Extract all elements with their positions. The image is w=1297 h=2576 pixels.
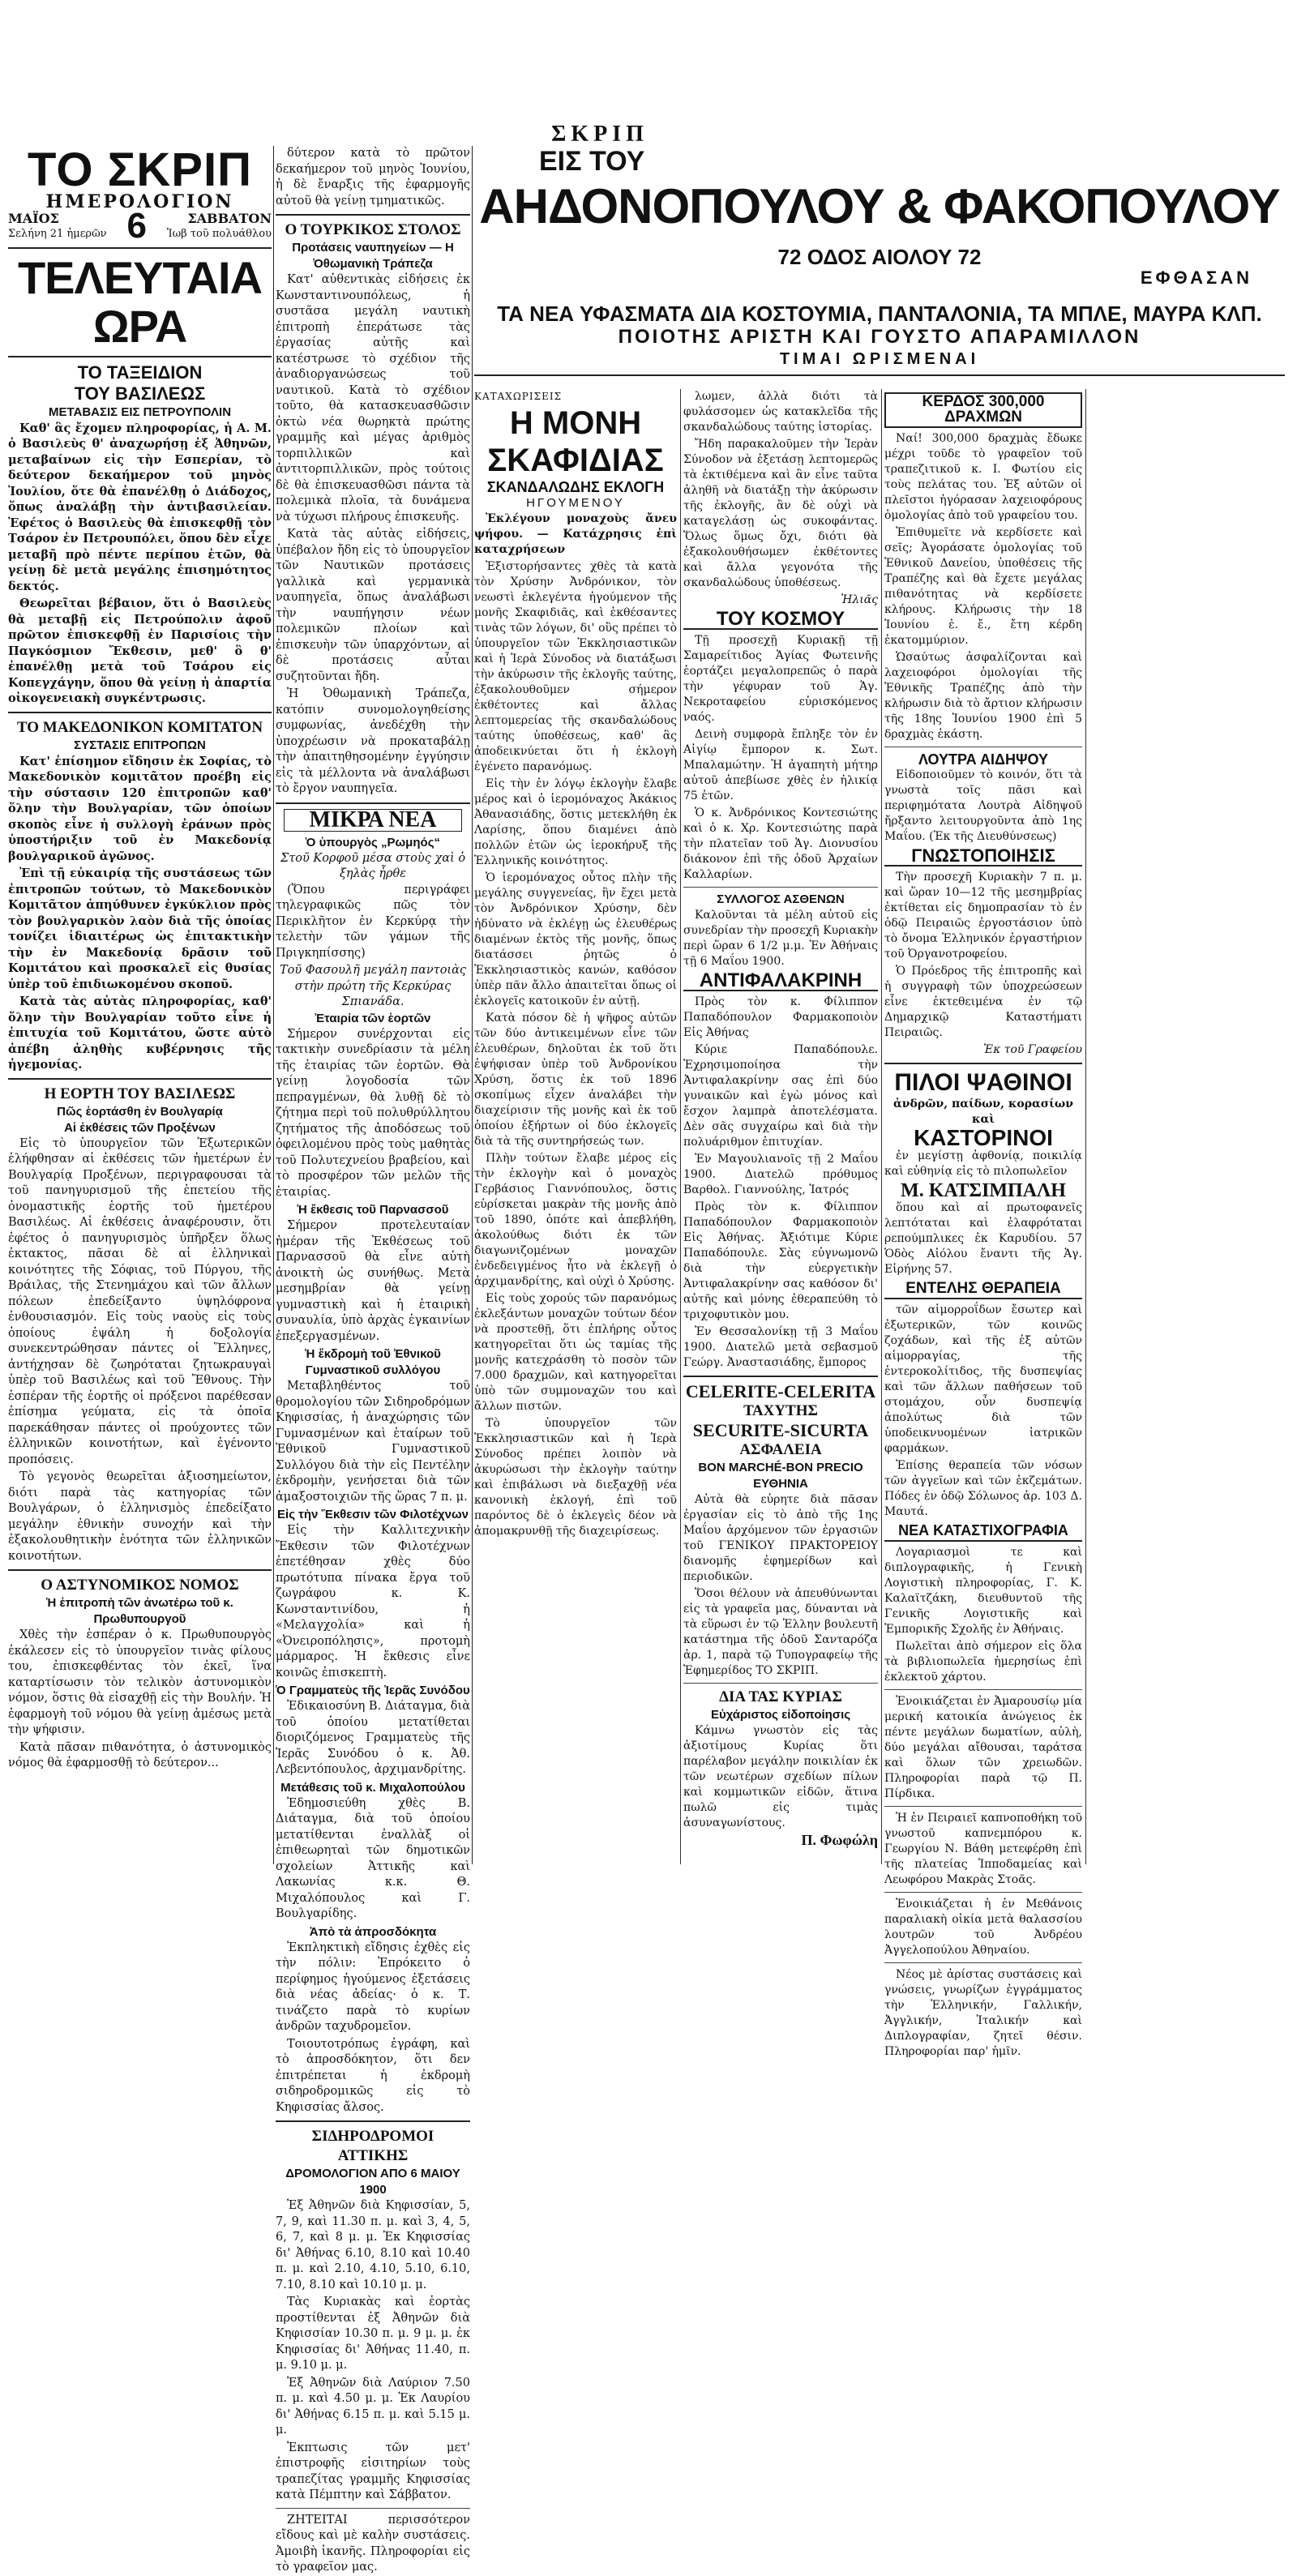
column-1 [8, 143, 272, 1864]
divider [8, 247, 272, 249]
article-paragraph: Πρὸς τὸν κ. Φίλιππον Παπαδόπουλον Φαρμακοποιὸν Εἰς Ἀθήνας [683, 995, 878, 1039]
safety-heading: ΑΣΦΑΛΕΙΑ [739, 1441, 822, 1458]
page-header-strip: ΣΚΡΙΠ [551, 122, 648, 147]
ad-address: 72 ΟΔΟΣ ΑΙΟΛΟΥ 72 [777, 245, 982, 269]
article-paragraph: Πωλεῖται ἀπὸ σήμερον εἰς ὅλα τὰ βιβλιοπωλεῖα ἡμερησίως ἐπὶ ἐκλεκτοῦ χάρτου. [884, 1640, 1082, 1684]
ad-heading-large: ΑΗΔΟΝΟΠΟΥΛΟΥ & ΦΑΚΟΠΟΥΛΟΥ [479, 179, 1280, 233]
article-paragraph: Ἐκπτωσις τῶν μετ' ἐπιστροφῆς εἰσιτηρίων τοὺς τραπεζίτας γραμμῆς Κηφισσίας κατὰ Πέμπτην καὶ Σάββατον. [276, 2441, 470, 2501]
divider [884, 1892, 1082, 1893]
masthead-title: ΤΟ ΣΚΡΙΠ [28, 143, 252, 196]
article-paragraph: Καθ' ἃς ἔχομεν πληροφορίας, ἡ Α. Μ. ὁ Βασιλεὺς θ' ἀναχωρήσῃ ἐξ Ἀθηνῶν, μεταβαίνων εἰς τὴν Εσπερίαν, τὸ δεύτερον δεκαήμερον τοῦ μηνὸς Ἰουλίου, ὅτε θὰ ἐπανέλθῃ ὁ Διάδοχος, ὅπως ἀναλάβῃ τὴν ἀντιβασιλείαν. Ἐφέτος ὁ Βασιλεὺς θὰ ἐπισκεφθῇ τὸν Τσάρον ἐν Πετρουπόλει, ὅπου δὲν εἶχε μεταβῆ πρὸ πέντε περίπου ἐτῶν, θὰ γείνῃ δὲ μετὰ μεγάλης ἐπισημότητος δεκτός. [8, 421, 272, 593]
railway-heading: ΣΙΔΗΡΟΔΡΟΜΟΙ ΑΤΤΙΚΗΣ [311, 2128, 434, 2164]
registry-heading: ΝΕΑ ΚΑΤΑΣΤΙΧΟΓΡΑΦΙΑ [884, 1523, 1082, 1542]
world-heading: ΤΟΥ ΚΟΣΜΟΥ [683, 611, 878, 630]
committee-heading: ΤΟ ΜΑΚΕΔΟΝΙΚΟΝ ΚΟΜΙΤΑΤΟΝ [16, 718, 263, 736]
divider [8, 1078, 272, 1080]
cheapness-heading: ΕΥΘΗΝΙΑ [753, 1477, 808, 1491]
article-paragraph: Κατ' αὐθεντικὰς εἰδήσεις ἐκ Κωνσταντινουπόλεως, ἡ συστᾶσα μεγάλη ναυτικὴ ἐπιτροπὴ ἐπεράτωσε τὰς ἐργασίας αὐτῆς καὶ κατέστρωσε τὸ σχέδιον τῆς ἀναδιοργανώσεως τοῦ ναυτικοῦ. Κατὰ τὸ σχέδιον τοῦτο, θὰ κατασκευασθῶσιν ὀκτὼ νέα θωρηκτὰ πρώτης γραμμῆς καὶ μέγας ἀριθμὸς τορπιλλικῶν καὶ ἀντιτορπιλλικῶν, πρὸς τούτοις δὲ θὰ ἐπισκευασθῶσι πάντα τὰ πολεμικὰ πλοῖα, τὰ δυνάμενα νὰ τύχωσι πλήρους ἐπισκευῆς. [276, 273, 470, 524]
article-paragraph: Σήμερον προτελευταίαν ἡμέραν τῆς Ἐκθέσεως τοῦ Παρνασσοῦ θὰ εἶνε αὐτὴ ἀνοικτὴ ὡς συνήθως. Μετὰ μεσημβρίαν θὰ γείνῃ γυμναστικὴ καὶ ἡ ἑταιρικὴ συναυλία, ὑπὸ ἀρχὰς ἐγκαινίων ἐπεξεργασμένων. [276, 1219, 470, 1343]
king-heading: ΤΟΥ ΒΑΣΙΛΕΩΣ [74, 383, 206, 404]
feast-subheading: Πῶς ἑορτάσθη ἐν Βουλγαρίᾳ [57, 1104, 223, 1119]
news-quote: Στοῦ Κορφοῦ μέσα στοὺς χαὶ ὁ ξηλὰς ἦρθε [280, 851, 466, 880]
article-paragraph: Ὁ Πρόεδρος τῆς ἐπιτροπῆς καὶ ἡ συγγραφὴ τῶν ὑποχρεώσεων εἶνε ἐκτεθειμένα ἐν τῷ Δημαρχικῷ Καταστήματι Πειραιῶς. [884, 965, 1082, 1039]
column-4 [683, 389, 878, 1864]
divider [683, 1376, 878, 1377]
divider [276, 2120, 470, 2122]
article-paragraph: Κατὰ τὰς αὐτὰς εἰδήσεις, ὑπέβαλον ἤδη εἰς τὸ ὑπουργεῖον τῶν Ναυτικῶν προτάσεις γαλλικὰ καὶ γερμανικὰ ναυπηγεῖα, ὅπως ἀναλάβωσι τὴν ναυπήγησιν νέων πολεμικῶν πλοίων καὶ ἐπισκευὴν τῶν ὑπαρχόντων, αἱ δὲ προτάσεις αὗται συζητοῦνται ἤδη. [276, 528, 470, 683]
news-line: Τοῦ Φασουλῆ μεγάλη παντοιὰς στὴν πρώτη τῆς Κερκύρας Σπιανάδα. [279, 964, 467, 1008]
day-number: 6 [126, 206, 147, 246]
classified-paragraph: Ἡ ἐν Πειραιεῖ καπνοποθήκη τοῦ γνωστοῦ καπνεμπόρου κ. Γεωργίου Ν. Βάθη μετεφέρθη ἐπὶ τῆς πλατείας Ἱπποδαμείας καὶ Λεωφόρου Μακρὰς Στοᾶς. [884, 1812, 1082, 1886]
article-paragraph: Κύριε Παπαδόπουλε. Ἐχρησιμοποίησα τὴν Ἀντιφαλακρίνην σας ἐπὶ δύο γυναικῶν καὶ ἐγὼ μόνος καὶ ἔσχον λαμπρὰ ἀποτελέσματα. Δὲν σᾶς συγχαίρω καὶ διὰ τὴν πολυάριθμον ἐπιτυχίαν. [683, 1043, 878, 1149]
article-paragraph: Λογαριασμοὶ τε καὶ διπλογραφικῆς, ἡ Γενικὴ Λογιστικὴ πληροφορίας, Γ. Κ. Καλαϊτζάκη, διευθυντοῦ τῆς Γενικῆς Λογιστικῆς καὶ Ἐμπορικῆς Σχολῆς ἐν Ἀθήναις. [884, 1546, 1082, 1636]
news-title: Ὁ ὑπουργὸς „Ρωμηός“ [306, 835, 440, 849]
column-rule [1085, 389, 1086, 1864]
column-rule [881, 389, 882, 1864]
classified-paragraph: Ἐνοικιάζεται ἐν Ἀμαρουσίῳ μία μερική κατοικία ἀνώγειος ἐκ πέντε μεγάλων δωματίων, αὐλὴ, δύο μεγάλαι αἴθουσαι, ταράτσα καὶ ὅλων τῶν χρειωδῶν. Πληροφορίαι παρὰ τῷ Π. Πίρδικα. [884, 1695, 1082, 1800]
society-heading: ΣΥΛΛΟΓΟΣ ΑΣΘΕΝΩΝ [717, 892, 845, 906]
ladies-subheading: Εὐχάριστος εἰδοποίησις [710, 1708, 851, 1722]
therapy-heading: ΕΝΤΕΛΗΣ ΘΕΡΑΠΕΙΑ [884, 1281, 1082, 1299]
divider [884, 1689, 1082, 1690]
classified-paragraph: ΖΗΤΕΙΤΑΙ περισσότερον εἴδους καὶ μὲ καλὴν συστάσεις. Ἀμοιβὴ ἱκανῆς. Πληροφορίαι εἰς τὸ γραφεῖον μας. [276, 2513, 470, 2574]
classified-paragraph: Νέος μὲ ἀρίστας συστάσεις καὶ γνώσεις, γνωρίζων ἐγγράμματος τὴν Ἑλληνικήν, Γαλλικήν, Ἀγγλικήν, Ἰταλικήν καὶ Διπλογραφίαν, ζητεῖ θέσιν. Πληροφορίαι παρ' ἡμῖν. [884, 1968, 1082, 2058]
article-paragraph: Εἰς τὸ ὑπουργεῖον τῶν Ἐξωτερικῶν ἐλήφθησαν αἱ ἐκθέσεις τῶν ἡμετέρων ἐν Βουλγαρίᾳ Προξένων, περιγραφουσαι τὰ τοῦ πανηγυρισμοῦ τῆς ἑπετείου τῆς ὀνομαστικῆς ἑορτῆς τοῦ ἡμετέρου Βασιλέως. Αἱ ἐκθέσεις ἀναφέρουσιν, ὅτι ἐφέτος ὁ πανηγυρισμὸς ὑπῆρξεν ὅλως ἐκτακτος, πᾶσαι δὲ αἱ ἑλληνικαὶ κοινότητες τῆς Σόφιας, τοῦ Πύργου, τῆς Βράιλας, τῆς Στενημάχου καὶ τῶν ἄλλων πόλεων ἐπεδείξαντο ὑψηλόφρονα ἐνθουσιασμόν. Εἰς τοὺς ναοὺς εἰς τοὺς ὁποίους ἐψάλη ἡ δοξολογία συνεκεντρώθησαν πάντες οἱ Ἕλληνες, ἀντήχησαν δὲ ζωηρόταται ζητωκραυγαὶ ὑπὲρ τοῦ Βασιλέως καὶ τοῦ Ἔθνους. Τὴν ἑσπέραν τῆς ἑορτῆς οἱ πρόξενοι παρέθεσαν ἐπίσημα γεύματα, εἰς τὰ ὁποῖα παρεκάθησαν πάντες οἱ προύχοντες τῶν ἑλληνικῶν κοινοτήτων, καὶ ἐγένοντο προπόσεις. [8, 1136, 272, 1466]
article-paragraph: Δεινὴ συμφορὰ ἔπληξε τὸν ἐν Αἰγίῳ ἔμπορον κ. Σωτ. Μπαλαμώτην. Ἡ ἀγαπητὴ μήτηρ αὐτοῦ ἀπεβίωσε χθὲς ἐν ἡλικίᾳ 75 ἐτῶν. [683, 728, 878, 802]
article-paragraph: Τῇ προσεχῇ Κυριακῇ τῇ Σαμαρείτιδος Ἁγίας Φωτεινῆς ἑορτάζει μεγαλοπρεπῶς ὁ παρὰ τὴν γέφυραν τοῦ Ἁγ. Νεκροταφείου εὑρισκόμενος ναός. [683, 634, 878, 724]
notices-heading: ΓΝΩΣΤΟΠΟΙΗΣΙΣ [884, 848, 1082, 867]
classified-paragraph: Ἐνοικιάζεται ἡ ἐν Μεθάνοις παραλιακὴ οἰκία μετὰ θαλασσίου λουτρῶν τοῦ Ἀνδρέου Ἀγγελοπούλου Ἀθηναίου. [884, 1898, 1082, 1957]
article-paragraph: Τὸ ὑπουργεῖον τῶν Ἐκκλησιαστικῶν καὶ ἡ Ἱερὰ Σύνοδος πρέπει λοιπὸν νὰ ἀκυρώσωσι τὴν ἐκλογὴν ταύτην καὶ ἐπιβάλωσι νὰ διεξαχθῇ νέα κανονικὴ ἐκλογή, ἐπὶ τοῦ παρόντος δὲ ὁ ἐκλεγεὶς δέον νὰ ἀπομακρυνθῇ τῆς διαχειρίσεως. [474, 1417, 677, 1538]
ad-arrived-label: ΕΦΘΑΣΑΝ [1140, 267, 1252, 288]
divider [276, 214, 470, 216]
divider [8, 712, 272, 713]
article-paragraph: δύτερον κατὰ τὸ πρῶτον δεκαήμερον τοῦ μηνὸς Ἰουνίου, ἡ δὲ ἔναρξις τῆς ἐφαρμογῆς αὐτοῦ θὰ γείνῃ τμηματικῶς. [276, 147, 470, 208]
police-heading: Ο ΑΣΤΥΝΟΜΙΚΟΣ ΝΟΜΟΣ [41, 1577, 239, 1594]
article-paragraph: (Ὅπου περιγράφει τηλεγραφικῶς πῶς τὸν Περικλῆτον ἐν Κερκύρᾳ τὴν τελετὴν τῶν γάμων τῆς Πριγκηπίσσης) [276, 883, 470, 960]
trip-heading: ΤΟ ΤΑΞΕΙΔΙΟΝ [77, 362, 203, 383]
committee-subheading: ΣΥΣΤΑΣΙΣ ΕΠΙΤΡΟΠΩΝ [74, 738, 206, 752]
article-paragraph: Ἐπὶ τῇ εὐκαιρίᾳ τῆς συστάσεως τῶν ἐπιτροπῶν τούτων, τὸ Μακεδονικὸν Κομιτᾶτον ἀπηύθυνεν ἐγκύκλιον πρὸς τὸν βουλγαρικὸν λαὸν διὰ τῆς ὁποίας τονίζει ἰδιαιτέρως ὡς ἐπιτακτικὴν τὴν ἐν Μακεδονίᾳ δρᾶσιν τοῦ Κομιτάτου καὶ προσκαλεῖ εἰς θυσίας ὑπὲρ τοῦ ἐπιδιωκομένου σκοποῦ. [8, 867, 272, 991]
article-paragraph: Χθὲς τὴν ἑσπέραν ὁ κ. Πρωθυπουργὸς ἐκάλεσεν εἰς τὸ ὑπουργεῖον τινὰς φίλους του, ἐπισκεφθέντας τὸν ἐκεῖ, ἵνα καταρτίσωσιν τὸν τελικὸν ἀστυνομικὸν νόμον, ὅστις θὰ εἰσαχθῇ εἰς τὴν Βουλήν. Ἡ ἐφαρμογὴ τοῦ νόμου θὰ γείνῃ ἀμέσως μετὰ τὴν ψήφισιν. [8, 1628, 272, 1736]
column-3 [474, 389, 677, 1864]
kicker-label: ΚΑΤΑΧΩΡΙΣΕΙΣ [474, 391, 563, 402]
signature: Ἠλιᾶς [841, 593, 878, 606]
divider [884, 1962, 1082, 1963]
news-title: Ἡ ἔκδρομὴ τοῦ Ἐθνικοῦ Γυμναστικοῦ συλλόγου [305, 1347, 441, 1377]
article-paragraph: Ἐδικαιοσύνη Β. Διάταγμα, διὰ τοῦ ὁποίου μετατίθεται διοριζόμενος Γραμματεὺς τῆς Ἱερᾶς Συνόδου ὁ κ. Ἀθ. Λεβεντόπουλος, ἀρχιμανδρίτης. [276, 1700, 470, 1776]
divider [683, 1683, 878, 1684]
hats-heading: ΠΙΛΟΙ ΨΑΘΙΝΟΙ [894, 1069, 1072, 1096]
article-paragraph: Ὅσοι θέλουν νὰ ἀπευθύνωνται εἰς τὰ γραφεῖα μας, δύνανται νὰ τὰ εὕρωσι ἐν τῷ Ἑλλην βουλευτῆ κατάστημα τῆς ὁδοῦ Σανταρόζα ἀρ. 1, παρὰ τῷ Τυπογραφείῳ τῆς Ἐφημερίδος ΤΟ ΣΚΡΙΠ. [683, 1587, 878, 1677]
ad-line-quality: ΠΟΙΟΤΗΣ ΑΡΙΣΤΗ ΚΑΙ ΓΟΥΣΤΟ ΑΠΑΡΑΜΙΛΛΟΝ [618, 326, 1141, 348]
masthead-subtitle: ΗΜΕΡΟΛΟΓΙΟΝ [45, 191, 234, 212]
article-paragraph: ὅπου καὶ αἱ πρωτοφανεῖς λεπτόταται καὶ ἐλαφρόταται ρεπούμπλικες ἐκ Καρυδίου. 57 Ὁδὸς Αἰόλου ἔναντι τῆς Ἁγ. Εἰρήνης 57. [884, 1201, 1082, 1276]
kastorinoi-heading: ΚΑΣΤΟΡΙΝΟΙ [914, 1125, 1053, 1150]
article-paragraph: Ὁ ἱερομόναχος οὗτος πλὴν τῆς μεγάλης συγγενείας, ἣν ἔχει μετὰ τὸν Ἀνδρόνικον Χρύσην, δὲν ἠδύνατο νὰ ἐκλέγῃ ὡς ἐλευθέρως διαμένων ἐκτὸς τῆς μονῆς, ὅπως διατάσσει ῥητῶς ὁ Ἐκκλησιαστικὸς κανών, καθόσον ὑπὲρ πᾶν ἄλλο ἀπαιτεῖται ὅπως οἱ ἐκλογεῖς κατοικοῦν ἐν αὐτῇ. [474, 871, 677, 1008]
monastery-subheading: ΗΓΟΥΜΕΝΟΥ [526, 496, 625, 510]
article-paragraph: Τὴν προσεχῆ Κυριακὴν 7 π. μ. καὶ ὥραν 10—12 τῆς μεσημβρίας ἐκτίθεται εἰς δημοπρασίαν τὸ ἐν ὁδῷ Πειραιῶς ἐργοστάσιον ὑπὸ τὸ ὄνομα Ἑλληνικόν ἐργαστήριον τοῦ Ὀργανοτροφείου. [884, 871, 1082, 961]
ad-heading-small: ΕΙΣ ΤΟΥ [539, 146, 645, 177]
divider [276, 2508, 470, 2509]
katsimpali-heading: Μ. ΚΑΤΣΙΜΠΑΛΗ [901, 1180, 1066, 1201]
article-paragraph: Ἐξ Ἀθηνῶν διὰ Κηφισσίαν, 5, 7, 9, καὶ 11.30 π. μ. καὶ 3, 4, 5, 6, 7, καὶ 8 μ. μ. Ἐκ Κηφισσίας δι' Ἀθήνας 6.10, 8.10 καὶ 10.40 π. μ. καὶ 2.10, 4.10, 5.10, 6.10, 7.10, 8.10 καὶ 10.10 μ. μ. [276, 2199, 470, 2291]
dateline-right [167, 211, 272, 242]
column-rule [680, 389, 681, 1864]
ladies-heading: ΔΙΑ ΤΑΣ ΚΥΡΙΑΣ [719, 1688, 842, 1705]
article-paragraph: Ναί! 300,000 δραχμὰς ἔδωκε μέχρι τοῦδε τὸ γραφεῖον τοῦ τραπεζιτικοῦ κ. Ι. Φωτίου εἰς τοὺς πελάτας του. Ἐξ αὐτῶν οἱ πλεῖστοι ἠγόρασαν λαχειοφόρους ὁμολογίας ἀπὸ τοῦ γραφείου του. [884, 432, 1082, 522]
divider [276, 802, 470, 804]
news-title: Εἰς τὴν Ἔκθεσιν τῶν Φιλοτέχνων [277, 1508, 469, 1521]
news-title: Μετάθεσις τοῦ κ. Μιχαλοπούλου [280, 1780, 465, 1795]
article-paragraph: Σήμερον συνέρχονται εἰς τακτικὴν συνεδρίασιν τὰ μέλη τῆς ἑταιρίας τῶν ἑορτῶν. Θὰ γείνῃ λογοδοσία τῶν πεπραγμένων, θὰ λυθῇ δὲ τὸ ζήτημα περὶ τοῦ πολυθρύλλητου ζητήματος τῆς ἀποδόσεως τοῦ ὀφειλομένου πρὸς τοὺς μαθητὰς τοῦ Πολυτεχνείου βραβείου, καὶ τὸ προσφέρον τῶν μελῶν τῆς ἑταιρίας. [276, 1027, 470, 1199]
article-paragraph: Εἰς τὴν Καλλιτεχνικὴν Ἔκθεσιν τῶν Φιλοτέχνων ἐπετέθησαν χθὲς δύο πρωτότυπα πίνακα ἔργα τοῦ ζωγράφου κ. Κ. Κωνσταντινίδου, ἡ «Μελαγχολία» καὶ ἡ «Ὀνειροπόλησις», προτομὴ μάρμαρος. Ἡ ἔκθεσις εἶνε κοινῶς ἐπισκεπτὴ. [276, 1524, 470, 1680]
dateline-left [8, 211, 107, 242]
advertisement-block [474, 146, 1285, 2058]
bonmarche-heading: BON MARCHÉ-BON PRECIO [698, 1461, 863, 1474]
police-subheading: Ἡ ἐπιτροπὴ τῶν ἀνωτέρω τοῦ κ. Πρωθυπουργοῦ [46, 1596, 233, 1626]
ad-line-fabrics: ΤΑ ΝΕΑ ΥΦΑΣΜΑΤΑ ΔΙΑ ΚΟΣΤΟΥΜΙΑ, ΠΑΝΤΑΛΟΝΙΑ, ΤΑ ΜΠΛΕ, ΜΑΥΡΑ ΚΛΠ. [497, 302, 1262, 326]
article-paragraph: τῶν αἱμορροΐδων ἔσωτερ καὶ ἐξωτερικῶν, τῶν κοινῶς ζοχάδων, καὶ τῆς ἐξ αὐτῶν αἱμορραγίας, τῆς ἐντεροκολίτιδος, τῆς δυσπεψίας καὶ τῶν ἄλλων παθήσεων τοῦ στομάχου, οὖν δυσπεψίᾳ ἀπολύτως διὰ τῶν ὑποδεικνυομένων ἰατρικῶν φαρμάκων. [884, 1303, 1082, 1455]
signature: Π. Φωφώλη [801, 1832, 878, 1848]
article-paragraph: Τοιουτοτρόπως ἐγράφη, καὶ τὸ ἀπροσδόκητον, ὅτι δεν ἐπιτρέπεται ἡ ἐκδρομὴ σιδηροδρομικῶς εἰς τὸ Κηφισσίας ἄλσος. [276, 2037, 470, 2114]
article-paragraph: Κατὰ τὰς αὐτὰς πληροφορίας, καθ' ὅλην τὴν Βουλγαρίαν τοῦτο εἶνε ἡ ἐπιτυχία τοῦ Κομιτάτου, ὥστε αὐτὸ ἀπέβη ἀληθὴς κυβέρνησις τῆς ἡγεμονίας. [8, 995, 272, 1072]
article-paragraph: Ἐξ Ἀθηνῶν διὰ Λαύριον 7.50 π. μ. καὶ 4.50 μ. μ. Ἐκ Λαυρίου δι' Ἀθήνας 6.15 π. μ. καὶ 5.15 μ. μ. [276, 2376, 470, 2437]
article-paragraph: Εἰς τὴν ἐν λόγῳ ἐκλογὴν ἔλαβε μέρος καὶ ὁ ἱερομόναχος Ἀκάκιος Ἀθανασιάδης, ὅστις μετεκλήθη ἐκ Λαρίσης, ὅπου διαμένει ἀπὸ πολλῶν ἐτῶν ὡς ἱεροκήρυξ τῆς Ἑλληνικῆς κοινότητος. [474, 777, 677, 867]
article-paragraph: Ἤδη παρακαλοῦμεν τὴν Ἱερὰν Σύνοδον νὰ ἐξετάσῃ λεπτομερῶς τὰ ἐκτιθέμενα καὶ ἂν εἶνε ταῦτα ἀληθῆ νὰ διατάξῃ τὴν ἀκύρωσιν τῆς ἐκλογῆς, ἂν δὲ οὐχὶ νὰ καταγελάσῃ ὡς συκοφάντας. Ὅλως ὅμως ὄχι, διότι θὰ ἐξακολουθήσωμεν ἐκθέτοντες καὶ ἄλλα γεγονότα τῆς σκανδαλώδους ὑποθέσεως. [683, 438, 878, 589]
article-paragraph: Τὸ γεγονὸς θεωρεῖται ἀξιοσημείωτον, διότι παρὰ τὰς κατηγορίας τῶν Βουλγάρων, ὁ ἑλληνισμὸς ἐπεδείξατο μεγάλην ἐθνικὴν συνοχήν καὶ τὴν ἐξακολουθητικὴν ἐνότητα τῶν ἑλληνικῶν κοινοτήτων. [8, 1470, 272, 1563]
article-paragraph: Πλὴν τούτων ἔλαβε μέρος εἰς τὴν ἐκλογὴν καὶ ὁ μοναχὸς Γερβάσιος Γιαννόπουλος, ὅστις εὑρίσκεται μακρὰν τῆς μονῆς ἀπὸ τοῦ 1890, ὁπότε καὶ ἀπεβλήθη, ἀκολούθως διότι ἐκ τῶν διαγωνιζομένων μοναχῶν ἐνδεδειγμένος ἦτο νὰ ἐκλεγῇ ὁ ἀρχιμανδρίτης, καὶ οὐχὶ ὁ Χρύσης. [474, 1152, 677, 1288]
moon-note: Σελήνη 21 ἡμερῶν [8, 228, 107, 240]
dateline [8, 206, 272, 246]
article-paragraph: Ὁ κ. Ἀνδρόνικος Κοντεσιώτης καὶ ὁ κ. Χρ. Κοντεσιώτης παρὰ τὴν πλατεῖαν τοῦ Ἁγ. Διονυσίου διάκονον ἐπὶ τῆς ὁδοῦ Ἀρχαίων Καλλαρίων. [683, 807, 878, 881]
column-rule [273, 146, 274, 1864]
article-paragraph: Καλοῦνται τὰ μέλη αὐτοῦ εἰς συνεδρίαν τὴν προσεχῆ Κυριακὴν περὶ ὥραν 6 1/2 μ.μ. Ἐν Ἀθήναις τῇ 6 Μαΐου 1900. [683, 909, 878, 968]
securite-heading: SECURITE-SICURTA [692, 1420, 869, 1440]
article-paragraph: Κατὰ πᾶσαν πιθανότητα, ὁ ἀστυνομικὸς νόμος θὰ ἐφαρμοσθῇ τὸ δεύτερον... [8, 1740, 272, 1769]
celerite-heading: CELERITE-CELERITA [685, 1381, 876, 1401]
article-paragraph: Ἐν Θεσσαλονίκῃ τῇ 3 Μαΐου 1900. Διατελῶ μετὰ σεβασμοῦ Γεώργ. Ἀναστασιάδης, ἔμπορος [683, 1325, 878, 1369]
article-paragraph: λωμεν, ἀλλὰ διότι τὰ φυλάσσομεν ὡς κατακλεῖδα τῆς σκανδαλώδους ταύτης ἱστορίας. [683, 390, 878, 434]
baths-heading: ΛΟΥΤΡΑ ΑΙΔΗΨΟΥ [918, 751, 1049, 768]
article-paragraph: Κατὰ πόσον δὲ ἡ ψῆφος αὐτῶν τῶν δύο ἀντικειμένων εἶνε τῶν ἐλευθέρων, δηλοῦται ἐκ τοῦ ὅτι ἐψήφισαν ὑπὲρ τοῦ Ἀνδρονίκου Χρύση, ὅστις ἐκ τοῦ 1896 σκοπίμως εἶχεν ἀναλάβει τὴν διαχείρισιν τῆς μονῆς καὶ ἐκ τοῦ ὁποίου ἐξήρτων οἱ δύο ἐκλογεῖς διὰ τὰ τῆς συντηρήσεώς των. [474, 1012, 677, 1148]
speed-heading: ΤΑΧΥΤΗΣ [743, 1402, 818, 1419]
last-hour-heading: ΤΕΛΕΥΤΑΙΑ ΩΡΑ [17, 251, 263, 352]
divider [8, 1569, 272, 1571]
news-title: Ἑταιρία τῶν ἑορτῶν [315, 1011, 431, 1025]
article-paragraph: Εἰς τοὺς χορούς τῶν παρανόμως ἐκλεξάντων μοναχῶν τούτων δέον νὰ προστεθῇ, ὅτι ἐπλήρης οὗτος κατηγορεῖται ὅτι ὡς ταμίας τῆς μονῆς κατεχράσθη τὸ ποσὸν τῶν 7.000 δραχμῶν, καὶ κατηγορεῖται ὑπὸ τῶν συμμοναχῶν του καὶ ἄλλων πιστῶν. [474, 1292, 677, 1413]
article-paragraph: Ὡσαύτως ἀσφαλίζονται καὶ λαχειοφόροι ὁμολογίαι τῆς Ἐθνικῆς Τραπέζης ἀπὸ τὴν κλήρωσιν διὰ τὸ ἄρτιον κλήρωσιν τῆς 18ης Ἰουνίου 1900 ἐπὶ 5 δραχμὰς ἑκάστη. [884, 651, 1082, 741]
saint-note: Ἰωβ τοῦ πολυάθλου [166, 228, 272, 240]
petroupolis-heading: ΜΕΤΑΒΑΣΙΣ ΕΙΣ ΠΕΤΡΟΥΠΟΛΙΝ [48, 404, 232, 419]
railway-subheading: ΔΡΟΜΟΛΟΓΙΟΝ ΑΠΟ 6 ΜΑΙΟΥ 1900 [285, 2167, 460, 2197]
column-2 [276, 146, 470, 2574]
divider [683, 887, 878, 888]
article-paragraph: Ἐκπληκτικὴ εἴδησις ἐχθὲς εἰς τὴν πόλιν: Ἐπρόκειτο ὁ περίφημος ἡγούμενος ἐξετάσεις διὰ νέας ἀδείας· ὁ κ. Τ. τινάζετο παρὰ τὸ κυρίων ἀνδρῶν ταχυδρομεῖον. [276, 1941, 470, 2033]
column-6 [1089, 389, 1285, 1864]
article-paragraph: Ἐξιστορήσαντες χθὲς τὰ κατὰ τὸν Χρύσην Ἀνδρόνικον, τὸν νεωστὶ ἐκλεγέντα ἡγούμενον τῆς μονῆς Σκαφιδιᾶς, καὶ ἐκθέσαντες τινὰς τῶν λόγων, δι' οὓς πρέπει τὸ ὑπουργεῖον τῶν Ἐκκλησιαστικῶν καὶ ἡ Ἱερὰ Σύνοδος νὰ διατάξωσι τὴν ἀκύρωσιν τῆς ἐκλογῆς ταύτης, ἐξακολουθοῦμεν σήμερον ἐκθέτοντες καὶ ἄλλας λεπτομερείας τῆς σκανδαλώδους ταύτης ὑποθέσεως, καθ' ἃς ἀποδεικνύεται ὅτι ἡ ἐκλογὴ ἐγένετο παρανόμως. [474, 560, 677, 773]
divider [474, 374, 1285, 376]
article-paragraph: Ἐν Μαγουλιανοῖς τῇ 2 Μαΐου 1900. Διατελῶ πρόθυμος Βαρθολ. Γιαννούλης, Ἰατρός [683, 1153, 878, 1196]
profit-heading: ΚΕΡΔΟΣ 300,000 ΔΡΑΧΜΩΝ [884, 392, 1082, 428]
article-paragraph: Θεωρεῖται βέβαιον, ὅτι ὁ Βασιλεὺς θὰ μεταβῇ εἰς Πετρούπολιν ἀφοῦ πρῶτον ἐπισκεφθῇ ἐν Παρισίοις τὴν Παγκόσμιον Ἔκθεσιν, μεθ' ὃ θ' ἐπανέλθῃ μετὰ τοῦ Τσάρου εἰς Κοπεγχάγην, ὅπου θὰ γείνῃ ἡ ἀπαρτία οἰκογενειακὴ συγκέντρωσις. [8, 597, 272, 705]
article-paragraph: Πρὸς τὸν κ. Φίλιππον Παπαδόπουλον Φαρμακοποιὸν Εἰς Ἀθήνας. Ἀξιότιμε Κύριε Παπαδόπουλε. Σὰς εὐγνωμονῶ διὰ τὴν εὐεργετικὴν Ἀντιφαλακρίνην σας καθόσον δι' αὐτῆς καὶ μόνης ἐθεραπεύθη τὸ τριχοφυτικὸν μου. [683, 1200, 878, 1321]
article-paragraph: Ἐπιθυμεῖτε νὰ κερδίσετε καὶ σεῖς; Ἀγοράσατε ὁμολογίας τοῦ Ἐθνικοῦ Δανείου, ὑποθέσεις τῆς Τραπέζης καὶ θὰ ἔχετε μεγάλας πιθανότητας νὰ κερδίσετε κλήρους. Κλήρωσις τὴν 18 Ἰουνίου ἐ. ἔ., ἔτη κέρδη ἐκατομμύριον. [884, 526, 1082, 647]
monastery-subheading: ΣΚΑΝΔΑΛΩΔΗΣ ΕΚΛΟΓΗ [486, 479, 665, 495]
month: ΜΑΪΟΣ [8, 210, 59, 226]
article-paragraph: Κάμνω γνωστὸν εἰς τὰς ἀξιοτίμους Κυρίας ὅτι παρέλαβον μεγάλην ποικιλίαν ἐκ τῶν νεωτέρων σχεδίων πίλων καὶ κομμωτικῶν εἰδῶν, ἅτινα πωλῶ εἰς τιμὰς ἀσυναγωνίστους. [683, 1724, 878, 1829]
article-paragraph: Ἐκλέγουν μοναχοὺς ἄνευ ψήφου. — Κατάχρησις ἐπὶ καταχρήσεων [474, 512, 677, 556]
turkish-fleet-subheading: Προτάσεις ναυπηγείων — Η Ὀθωμανικὴ Τράπεζα [292, 241, 454, 271]
article-paragraph: Μεταβληθέντος τοῦ θρομολογίου τῶν Σιδηροδρόμων Κηφισσίας, ἡ ἀναχώρησις τῶν Γυμνασμένων καὶ ἑταίρων τοῦ Ἐθνικοῦ Γυμναστικοῦ Συλλόγου διὰ τὴν εἰς Πεντέλην ἐκδρομὴν, γενήσεται διὰ τῶν ἀμαξοστοιχιῶν τῆς ὥρας 7 π. μ. [276, 1380, 470, 1504]
small-news-heading: ΜΙΚΡΑ ΝΕΑ [284, 809, 462, 832]
article-paragraph: Κατ' ἐπίσημον εἴδησιν ἐκ Σοφίας, τὸ Μακεδονικὸν κομιτᾶτον προέβη εἰς τὴν σύστασιν 120 ἐπιτροπῶν καθ' ὅλην τὴν Βουλγαρίαν, τῶν ὁποίων σκοπὸς εἶνε ἡ συλλογὴ ἐράνων πρὸς ὑποστήριξιν τοῦ ἐν Μακεδονίᾳ βουλγαρικοῦ ἀγῶνος. [8, 754, 272, 863]
article-paragraph: Τὰς Κυριακὰς καὶ ἑορτὰς προστίθενται ἐξ Ἀθηνῶν διὰ Κηφισσίαν 10.30 π. μ. 9 μ. μ. ἐκ Κηφισσίας δι' Ἀθήνας 11.40, π. μ. 9.10 μ. μ. [276, 2296, 470, 2372]
news-title: Ὁ Γραμματεὺς τῆς Ἱερᾶς Συνόδου [276, 1684, 470, 1697]
ad-line-prices: ΤΙΜΑΙ ΩΡΙΣΜΕΝΑΙ [779, 350, 980, 368]
turkish-fleet-heading: Ο ΤΟΥΡΚΙΚΟΣ ΣΤΟΛΟΣ [285, 221, 461, 238]
article-paragraph: Αὐτὰ θὰ εὑρητε διὰ πᾶσαν ἐργασίαν εἰς τὸ ἀπὸ τῆς 1ης Μαΐου ἀρχόμενον τῶν ἐργασιῶν τοῦ ΓΕΝΙΚΟΥ ΠΡΑΚΤΟΡΕΙΟΥ διανομῆς ἐφημερίδων καὶ περιοδικῶν. [683, 1493, 878, 1583]
feast-heading: Η ΕΟΡΤΗ ΤΟΥ ΒΑΣΙΛΕΩΣ [44, 1085, 236, 1102]
news-title: Ἀπὸ τὰ ἀπροσδόκητα [309, 1924, 437, 1939]
divider [884, 1063, 1082, 1064]
antifala-heading: ΑΝΤΙΦΑΛΑΚΡΙΝΗ [683, 973, 878, 991]
article-paragraph: Εἰδοποιοῦμεν τὸ κοινόν, ὅτι τὰ γνωστὰ τοῖς πᾶσι καὶ περιφημότατα Λουτρὰ Αἰδηψοῦ ἤρξαντο λειτουργοῦντα ἀπὸ 1ης Μαΐου. (Ἐκ τῆς Διευθύνσεως) [884, 768, 1082, 843]
news-title: Ἡ ἔκθεσις τοῦ Παρνασσοῦ [297, 1203, 449, 1217]
weekday: ΣΑΒΒΑΤΟΝ [187, 210, 272, 226]
hats-subheading: ἀνδρῶν, παίδων, κορασίων καὶ [893, 1098, 1073, 1126]
column-rule [472, 146, 473, 1864]
divider [884, 1806, 1082, 1807]
monastery-heading: Η ΜΟΝΗ ΣΚΑΦΙΔΙΑΣ [487, 405, 664, 478]
feast-subheading: Αἱ ἐκθέσεις τῶν Προξένων [64, 1120, 216, 1135]
article-paragraph: Ἐδημοσιεύθη χθὲς Β. Διάταγμα, διὰ τοῦ ὁποίου μετατίθενται ἐναλλὰξ οἱ ἐπιθεωρηταὶ τῶν δημοτικῶν σχολείων Ἀττικῆς καὶ Λακωνίας κ.κ. Θ. Μιχαλόπουλος καὶ Γ. Βουλγαρίδης. [276, 1796, 470, 1920]
divider [8, 356, 272, 357]
signature: Ἐκ τοῦ Γραφείου [983, 1043, 1082, 1056]
article-paragraph: Ἡ Ὀθωμανικὴ Τράπεζα, κατόπιν συνομολογηθείσης συμφωνίας, ἀνεδέχθη τὴν ὑποχρέωσιν νὰ προκαταβάλῃ τὴν ἀπαιτηθησομένην ἐγγύησιν εἰς τὰ μέλλοντα νὰ ἀναλάβωσι τὸ ἔργον ναυπηγεῖα. [276, 687, 470, 795]
article-paragraph: Ἐπίσης θεραπεία τῶν νόσων τῶν ἀγγεῖων καὶ τῶν ἐκζεμάτων. Πόδες ἐν ὁδῷ Σόλωνος ἀρ. 103 Δ. Μαυτά. [884, 1459, 1082, 1518]
article-paragraph: ἐν μεγίστῃ ἀφθονίᾳ, ποικιλίᾳ καὶ εὐθηνίᾳ εἰς τὸ πιλοπωλεῖον [884, 1149, 1082, 1178]
column-5 [884, 389, 1082, 2058]
